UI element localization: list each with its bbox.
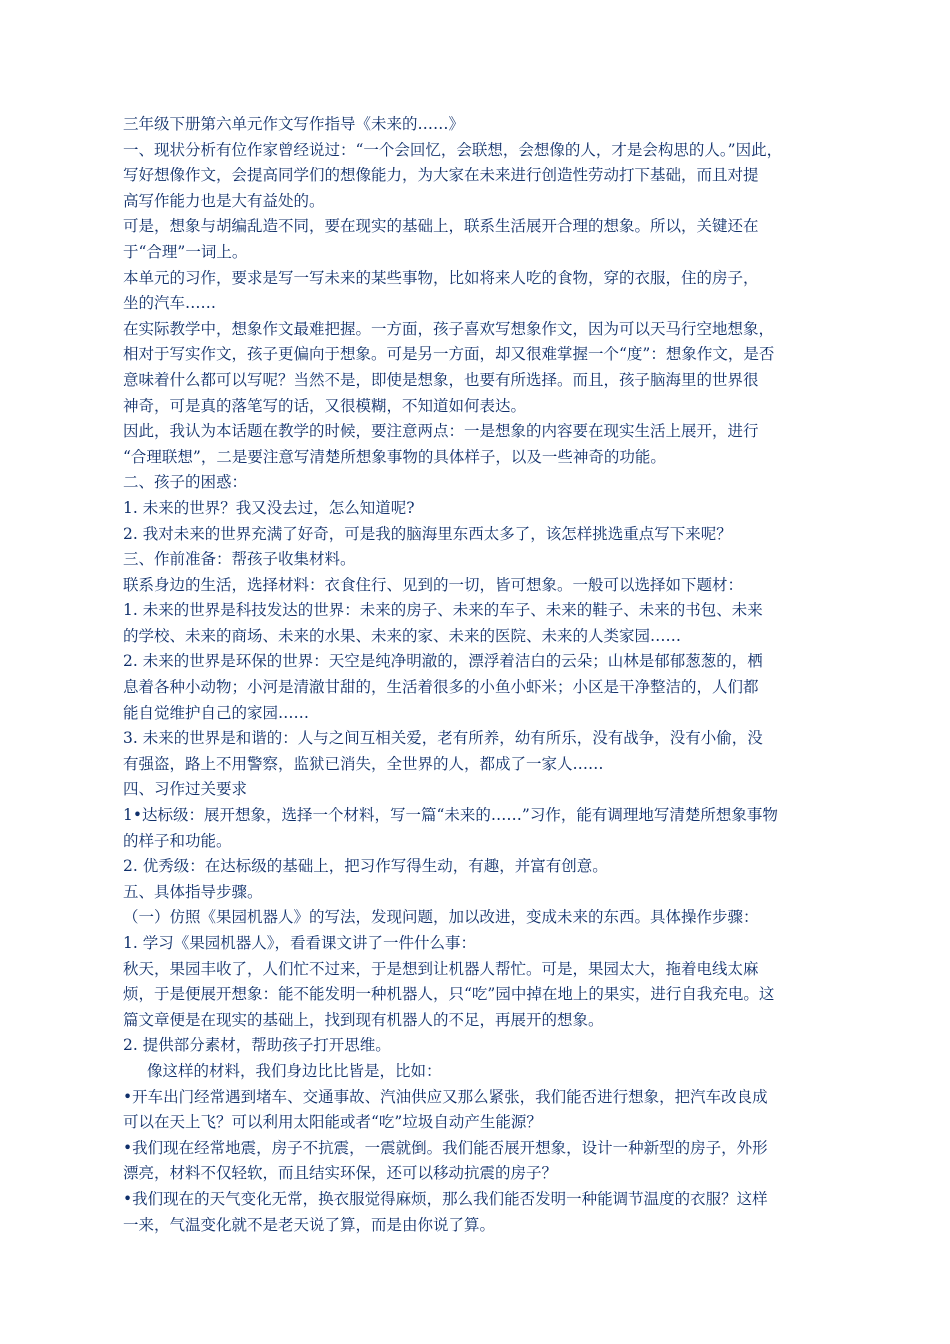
text-line: 可是，想象与胡编乱造不同，要在现实的基础上，联系生活展开合理的想象。所以，关键还在 <box>123 217 759 236</box>
list-item: 1. 学习《果园机器人》，看看课文讲了一件什么事： <box>123 934 476 952</box>
text-line: 有强盗，路上不用警察，监狱已消失，全世界的人，都成了一家人…… <box>123 754 604 773</box>
text-line: 写好想像作文，会提高同学们的想像能力，为大家在未来进行创造性劳动打下基础，而且对提 <box>123 166 759 185</box>
text-line: 一来，气温变化就不是老天说了算，而是由你说了算。 <box>123 1215 496 1234</box>
text-line: 能自觉维护自己的家园…… <box>123 703 310 722</box>
text-line: 篇文章便是在现实的基础上，找到现有机器人的不足，再展开的想象。 <box>123 1010 604 1029</box>
list-item: 2. 提供部分素材，帮助孩子打开思维。 <box>123 1036 391 1055</box>
text-line: 意味着什么都可以写呢？当然不是，即使是想象，也要有所选择。而且，孩子脑海里的世界很 <box>123 370 759 389</box>
bullet-item: •我们现在的天气变化无常，换衣服觉得麻烦，那么我们能否发明一种能调节温度的衣服？这样 <box>123 1189 768 1208</box>
text-line: “合理联想”，二是要注意写清楚所想象事物的具体样子，以及一些神奇的功能。 <box>123 447 666 466</box>
list-item: 3. 未来的世界是和谐的：人与之间互相关爱，老有所养，幼有所乐，没有战争，没有小偷，没 <box>123 729 763 748</box>
text-line: 息着各种小动物；小河是清澈甘甜的，生活着很多的小鱼小虾米；小区是干净整洁的，人们都 <box>123 678 759 697</box>
list-item: 1. 未来的世界？我又没去过，怎么知道呢? <box>123 498 415 517</box>
bullet-item: •我们现在经常地震，房子不抗震，一震就倒。我们能否展开想象，设计一种新型的房子，外形 <box>123 1138 768 1157</box>
section-heading-steps: 五、具体指导步骤。 <box>123 882 263 901</box>
section-heading-preparation: 三、作前准备：帮孩子收集材料。 <box>123 550 356 569</box>
document-page <box>123 112 843 1238</box>
text-line: 高写作能力也是大有益处的。 <box>123 191 325 210</box>
text-line: 秋天，果园丰收了，人们忙不过来，于是想到让机器人帮忙。可是，果园太大，拖着电线太麻 <box>123 959 759 978</box>
text-line: 因此，我认为本话题在教学的时候，要注意两点：一是想象的内容要在现实生活上展开，进行 <box>123 422 759 441</box>
section-heading-confusion: 二、孩子的困惑： <box>123 473 248 492</box>
text-line: 在实际教学中，想象作文最难把握。一方面，孩子喜欢写想象作文，因为可以天马行空地想象， <box>123 319 775 338</box>
list-item: 1. 未来的世界是科技发达的世界：未来的房子、未来的车子、未来的鞋子、未来的书包、未来 <box>123 601 763 620</box>
text-line: 联系身边的生活，选择材料：衣食住行、见到的一切，皆可想象。一般可以选择如下题材： <box>123 575 744 594</box>
section-heading-requirements: 四、习作过关要求 <box>123 780 248 799</box>
list-item: 2. 我对未来的世界充满了好奇，可是我的脑海里东西太多了，该怎样挑选重点写下来呢？ <box>123 524 732 543</box>
list-item: 1•达标级：展开想象，选择一个材料，写一篇“未来的……”习作，能有调理地写清楚所想象事物 <box>123 806 778 825</box>
text-line: 像这样的材料，我们身边比比皆是，比如： <box>147 1061 442 1080</box>
text-line: 坐的汽车…… <box>123 294 217 313</box>
document-title: 三年级下册第六单元作文写作指导《未来的……》 <box>123 115 465 133</box>
text-line: 神奇，可是真的落笔写的话，又很模糊，不知道如何表达。 <box>123 396 527 415</box>
text-line: 本单元的习作，要求是写一写未来的某些事物，比如将来人吃的食物，穿的衣服，住的房子， <box>123 268 759 287</box>
text-line: 于“合理”一词上。 <box>123 242 248 261</box>
text-line: 漂亮，材料不仅轻软，而且结实环保，还可以移动抗震的房子？ <box>123 1164 558 1183</box>
text-line: 可以在天上飞？可以利用太阳能或者“吃”垃圾自动产生能源？ <box>123 1113 542 1132</box>
text-line: 的学校、未来的商场、未来的水果、未来的家、未来的医院、未来的人类家园…… <box>123 626 682 645</box>
text-line: 的样子和功能。 <box>123 831 232 850</box>
list-item: 2. 未来的世界是环保的世界：天空是纯净明澈的，漂浮着洁白的云朵；山林是郁郁葱葱的，栖 <box>123 652 763 671</box>
subsection-heading: （一）仿照《果园机器人》的写法，发现问题，加以改进，变成未来的东西。具体操作步骤： <box>123 908 759 927</box>
list-item: 2. 优秀级：在达标级的基础上，把习作写得生动，有趣，并富有创意。 <box>123 857 608 876</box>
section-heading-status: 一、现状分析有位作家曾经说过：“一个会回忆，会联想，会想像的人，才是会构思的人。”因此， <box>123 140 783 159</box>
text-line: 相对于写实作文，孩子更偏向于想象。可是另一方面，却又很难掌握一个“度”：想象作文，是否 <box>123 345 775 364</box>
text-line: 烦，于是便展开想象：能不能发明一种机器人，只“吃”园中掉在地上的果实，进行自我充电。这 <box>123 985 775 1004</box>
bullet-item: •开车出门经常遇到堵车、交通事故、汽油供应又那么紧张，我们能否进行想象，把汽车改良成 <box>123 1087 768 1106</box>
